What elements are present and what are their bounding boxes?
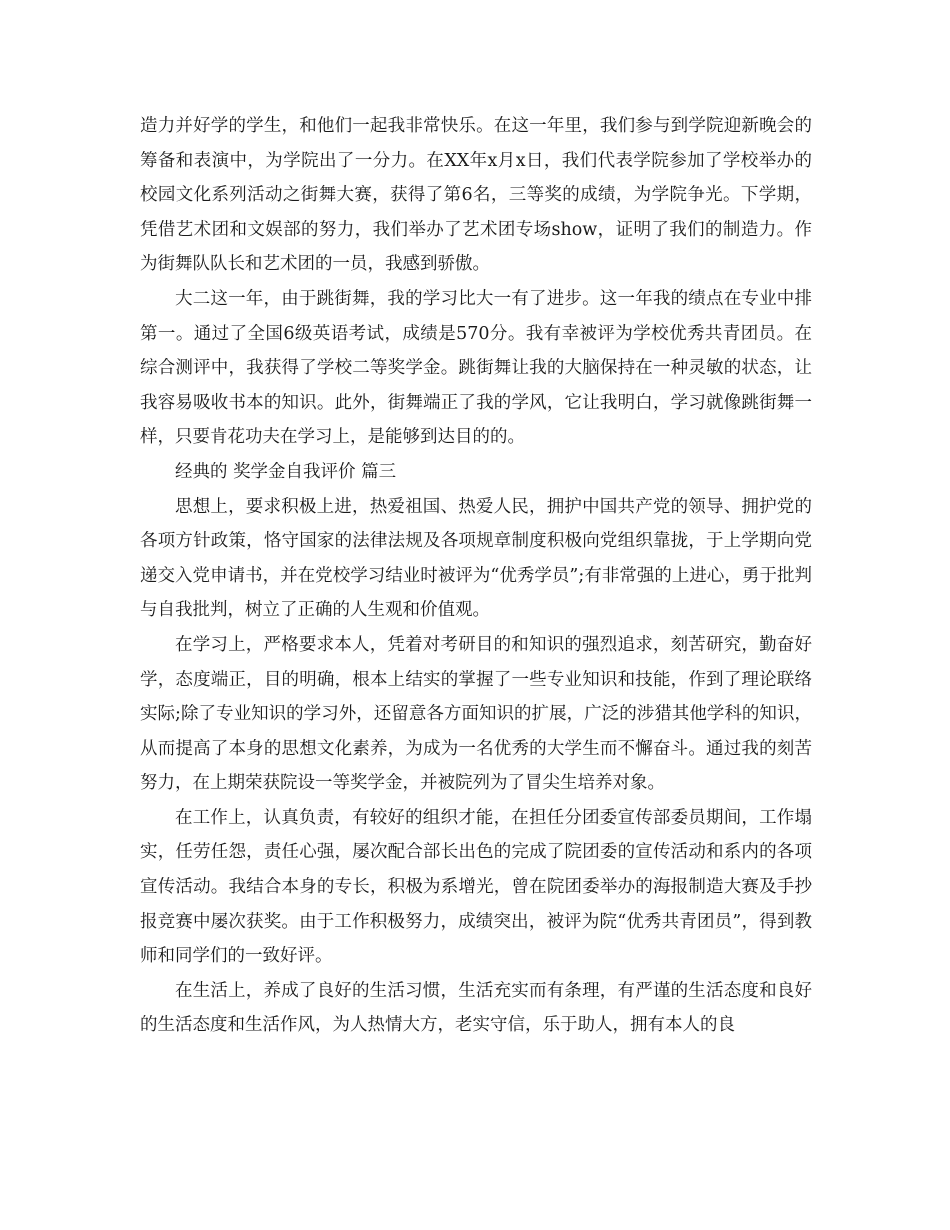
paragraph-continuation: 造力并好学的学生，和他们一起我非常快乐。在这一年里，我们参与到学院迎新晚会的筹备和表演中，为学院出了一分力。在XX年x月x日，我们代表学院参加了学校举办的校园文化系列活动之街舞大赛，获得了第6名，三等奖的成绩，为学院争光。下学期，凭借艺术团和文娱部的努力，我们举办了艺术团专场show，证明了我们的制造力。作为街舞队队长和艺术团的一员，我感到骄傲。 (140, 116, 812, 275)
paragraph-study: 在学习上，严格要求本人，凭着对考研目的和知识的强烈追求，刻苦研究，勤奋好学，态度端正，目的明确，根本上结实的掌握了一些专业知识和技能，作到了理论联络实际;除了专业知识的学习外，还留意各方面知识的扩展，广泛的涉猎其他学科的知识，从而提高了本身的思想文化素养，为成为一名优秀的大学生而不懈奋斗。通过我的刻苦努力，在上期荣获院设一等奖学金，并被院列为了冒尖生培养对象。 (140, 634, 812, 794)
paragraph-work: 在工作上，认真负责，有较好的组织才能，在担任分团委宣传部委员期间，工作塌实，任劳任怨，责任心强，屡次配合部长出色的完成了院团委的宣传活动和系内的各项宣传活动。我结合本身的专长，积极为系增光，曾在院团委举办的海报制造大赛及手抄报竞赛中屡次获奖。由于工作积极努力，成绩突出，被评为院“优秀共青团员”，得到教师和同学们的一致好评。 (140, 807, 812, 967)
paragraph-ideology: 思想上，要求积极上进，热爱祖国、热爱人民，拥护中国共产党的领导、拥护党的各项方针政策，恪守国家的法律法规及各项规章制度积极向党组织靠拢，于上学期向党递交入党申请书，并在党校学习结业时被评为“优秀学员”;有非常强的上进心，勇于批判与自我批判，树立了正确的人生观和价值观。 (140, 496, 812, 621)
document-page (140, 109, 812, 1043)
section-heading: 经典的 奖学金自我评价 篇三 (175, 461, 397, 482)
paragraph-life: 在生活上，养成了良好的生活习惯，生活充实而有条理，有严谨的生活态度和良好的生活态度和生活作风，为人热情大方，老实守信，乐于助人，拥有本人的良 (140, 980, 812, 1036)
paragraph-sophomore-year: 大二这一年，由于跳街舞，我的学习比大一有了进步。这一年我的绩点在专业中排第一。通过了全国6级英语考试，成绩是570分。我有幸被评为学校优秀共青团员。在综合测评中，我获得了学校二等奖学金。跳街舞让我的大脑保持在一种灵敏的状态，让我容易吸收书本的知识。此外，街舞端正了我的学风，它让我明白，学习就像跳街舞一样，只要肯花功夫在学习上，是能够到达目的的。 (140, 288, 812, 448)
